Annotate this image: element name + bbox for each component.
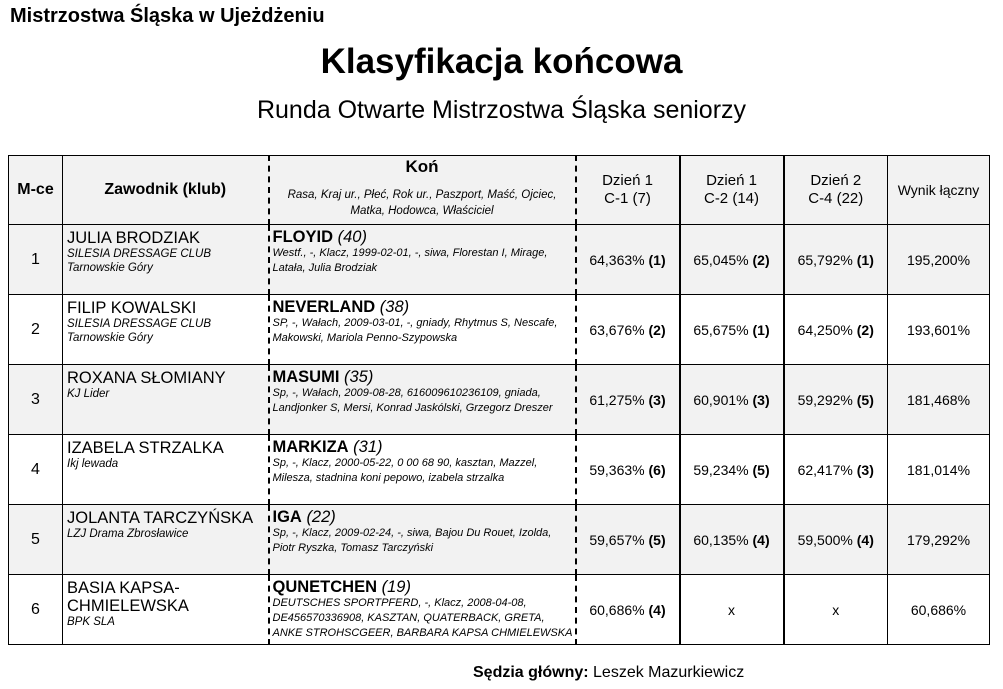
table-row: [9, 225, 990, 295]
horse-name: QUNETCHEN: [272, 578, 378, 596]
score-value: 65,792%: [797, 251, 853, 268]
horse-name: NEVERLAND: [272, 298, 376, 316]
place-cell: 4: [9, 435, 63, 505]
score-day1-c2: [680, 505, 784, 575]
score-day1-c1: [576, 575, 680, 645]
score-day1-c1: [576, 505, 680, 575]
score-day2-c4: [784, 225, 888, 295]
score-value: 61,275%: [589, 391, 645, 408]
score-value: x: [832, 601, 840, 618]
horse-name: MARKIZA: [272, 438, 349, 456]
score-rank: (1): [856, 251, 874, 268]
score-rank: (4): [856, 531, 874, 548]
rider-club: Ikj lewada: [67, 458, 119, 470]
score-rank: (3): [648, 391, 666, 408]
rider-name: JOLANTA TARCZYŃSKA: [67, 509, 254, 527]
score-day1-c2: [680, 295, 784, 365]
score-rank: (4): [648, 601, 666, 618]
horse-number: (22): [306, 508, 336, 526]
header-day2-c4-line2: C-4 (22): [808, 190, 864, 207]
rider-cell: [63, 225, 269, 295]
horse-cell: [269, 435, 576, 505]
horse-info: Sp, -, Klacz, 2000-05-22, 0 00 68 90, kasztan, Mazzel, Milesza, stadnina koni pepowo, izabela strzalka: [272, 457, 538, 484]
rider-club: SILESIA DRESSAGE CLUB Tarnowskie Góry: [67, 248, 212, 274]
horse-name: MASUMI: [272, 368, 340, 386]
table-row: [9, 435, 990, 505]
horse-info: Westf., -, Klacz, 1999-02-01, -, siwa, Florestan I, Mirage, Latała, Julia Brodziak: [272, 247, 548, 274]
header-day2-c4: [784, 156, 888, 225]
score-value: 63,676%: [589, 321, 645, 338]
total-cell: 193,601%: [888, 295, 990, 365]
header-day1-c1: [576, 156, 680, 225]
header-day1-c2-line1: Dzień 1: [706, 172, 757, 189]
header-rider: Zawodnik (klub): [63, 156, 269, 225]
total-cell: 179,292%: [888, 505, 990, 575]
page-subtitle: Runda Otwarte Mistrzostwa Śląska seniorzy: [256, 96, 747, 124]
score-value: 65,675%: [693, 321, 749, 338]
total-cell: 60,686%: [888, 575, 990, 645]
header-day1-c1-line1: Dzień 1: [602, 172, 653, 189]
score-day2-c4: [784, 505, 888, 575]
score-value: 60,686%: [589, 601, 645, 618]
total-cell: 181,014%: [888, 435, 990, 505]
chief-judge: [473, 664, 744, 682]
header-day1-c2-line2: C-2 (14): [703, 190, 759, 207]
rider-cell: [63, 365, 269, 435]
score-value: 64,250%: [797, 321, 853, 338]
header-day1-c1-line2: C-1 (7): [604, 190, 651, 207]
score-value: 65,045%: [693, 251, 749, 268]
header-horse-details: Rasa, Kraj ur., Płeć, Rok ur., Paszport, Maść, Ojciec, Matka, Hodowca, Właściciel: [287, 189, 557, 217]
horse-info: Sp, -, Wałach, 2009-08-28, 616009610236109, gniada, Landjonker S, Mersi, Konrad Jaskólski, Grzegorz Dreszer: [272, 387, 553, 414]
rider-club: KJ Lider: [67, 388, 110, 400]
horse-info: Sp, -, Klacz, 2009-02-24, -, siwa, Bajou Du Rouet, Izolda, Piotr Ryszka, Tomasz Tarczyński: [272, 527, 552, 554]
table-row: [9, 295, 990, 365]
score-value: 59,234%: [693, 461, 749, 478]
horse-name: FLOYID: [272, 228, 333, 246]
rider-name: ROXANA SŁOMIANY: [67, 369, 226, 387]
score-value: 59,363%: [589, 461, 645, 478]
table-row: [9, 505, 990, 575]
score-day1-c1: [576, 365, 680, 435]
rider-cell: [63, 295, 269, 365]
score-day2-c4: [784, 575, 888, 645]
score-rank: (6): [648, 461, 666, 478]
rider-name: FILIP KOWALSKI: [67, 299, 197, 317]
score-rank: (1): [752, 321, 770, 338]
score-value: x: [728, 601, 735, 618]
score-value: 59,292%: [797, 391, 853, 408]
event-title: Mistrzostwa Śląska w Ujeżdżeniu: [10, 5, 325, 27]
rider-name: BASIA KAPSA-CHMIELEWSKA: [67, 579, 189, 615]
total-cell: 181,468%: [888, 365, 990, 435]
horse-number: (40): [337, 228, 367, 246]
score-rank: (3): [752, 391, 770, 408]
place-cell: 6: [9, 575, 63, 645]
header-day2-c4-line1: Dzień 2: [810, 172, 862, 189]
table-row: [9, 575, 990, 645]
rider-name: JULIA BRODZIAK: [67, 229, 200, 247]
header-total: Wynik łączny: [888, 156, 990, 225]
score-rank: (5): [856, 391, 874, 408]
score-value: 60,901%: [693, 391, 749, 408]
score-day2-c4: [784, 365, 888, 435]
score-day1-c1: [576, 225, 680, 295]
score-day1-c2: [680, 365, 784, 435]
chief-judge-label: Sędzia główny:: [473, 664, 589, 681]
horse-number: (38): [379, 298, 410, 316]
horse-cell: [269, 505, 576, 575]
score-value: 59,500%: [797, 531, 853, 548]
rider-club: LZJ Drama Zbrosławice: [67, 528, 189, 540]
score-rank: (5): [752, 461, 770, 478]
horse-cell: [269, 365, 576, 435]
rider-cell: [63, 435, 269, 505]
total-cell: 195,200%: [888, 225, 990, 295]
score-day1-c1: [576, 295, 680, 365]
rider-club: SILESIA DRESSAGE CLUB Tarnowskie Góry: [67, 318, 212, 344]
horse-cell: [269, 575, 576, 645]
rider-name: IZABELA STRZALKA: [67, 439, 224, 457]
horse-number: (19): [381, 578, 411, 596]
score-day1-c1: [576, 435, 680, 505]
place-cell: 3: [9, 365, 63, 435]
score-rank: (3): [856, 461, 874, 478]
score-day1-c2: [680, 575, 784, 645]
results-table: [8, 155, 990, 645]
horse-info: DEUTSCHES SPORTPFERD, -, Klacz, 2008-04-08, DE456570336908, KASZTAN, QUATERBACK, GRETA, ANKE STROHSCGEER, BARBARA KAPSA CHMIELEWSKA: [272, 597, 573, 639]
rider-club: BPK SLA: [67, 616, 115, 628]
header-horse-title: Koń: [405, 157, 439, 176]
score-rank: (5): [648, 531, 666, 548]
horse-name: IGA: [272, 508, 302, 526]
rider-cell: [63, 575, 269, 645]
chief-judge-name: Leszek Mazurkiewicz: [593, 664, 745, 681]
score-value: 64,363%: [589, 251, 645, 268]
score-day2-c4: [784, 435, 888, 505]
score-value: 60,135%: [693, 531, 749, 548]
score-rank: (2): [752, 251, 770, 268]
score-rank: (2): [648, 321, 666, 338]
score-day1-c2: [680, 435, 784, 505]
place-cell: 2: [9, 295, 63, 365]
table-header-row: [9, 156, 990, 225]
score-day1-c2: [680, 225, 784, 295]
horse-cell: [269, 295, 576, 365]
score-value: 59,657%: [589, 531, 645, 548]
header-place: M-ce: [9, 156, 63, 225]
header-horse: [269, 156, 576, 225]
score-rank: (2): [856, 321, 874, 338]
header-day1-c2: [680, 156, 784, 225]
score-day2-c4: [784, 295, 888, 365]
horse-info: SP, -, Wałach, 2009-03-01, -, gniady, Rhytmus S, Nescafe, Makowski, Mariola Penno-Szypowska: [272, 317, 558, 344]
table-row: [9, 365, 990, 435]
horse-number: (35): [344, 368, 374, 386]
score-rank: (4): [752, 531, 770, 548]
rider-cell: [63, 505, 269, 575]
horse-cell: [269, 225, 576, 295]
score-rank: (1): [648, 251, 666, 268]
horse-number: (31): [353, 438, 383, 456]
place-cell: 5: [9, 505, 63, 575]
place-cell: 1: [9, 225, 63, 295]
score-value: 62,417%: [797, 461, 853, 478]
page-title: Klasyfikacja końcowa: [320, 42, 683, 81]
